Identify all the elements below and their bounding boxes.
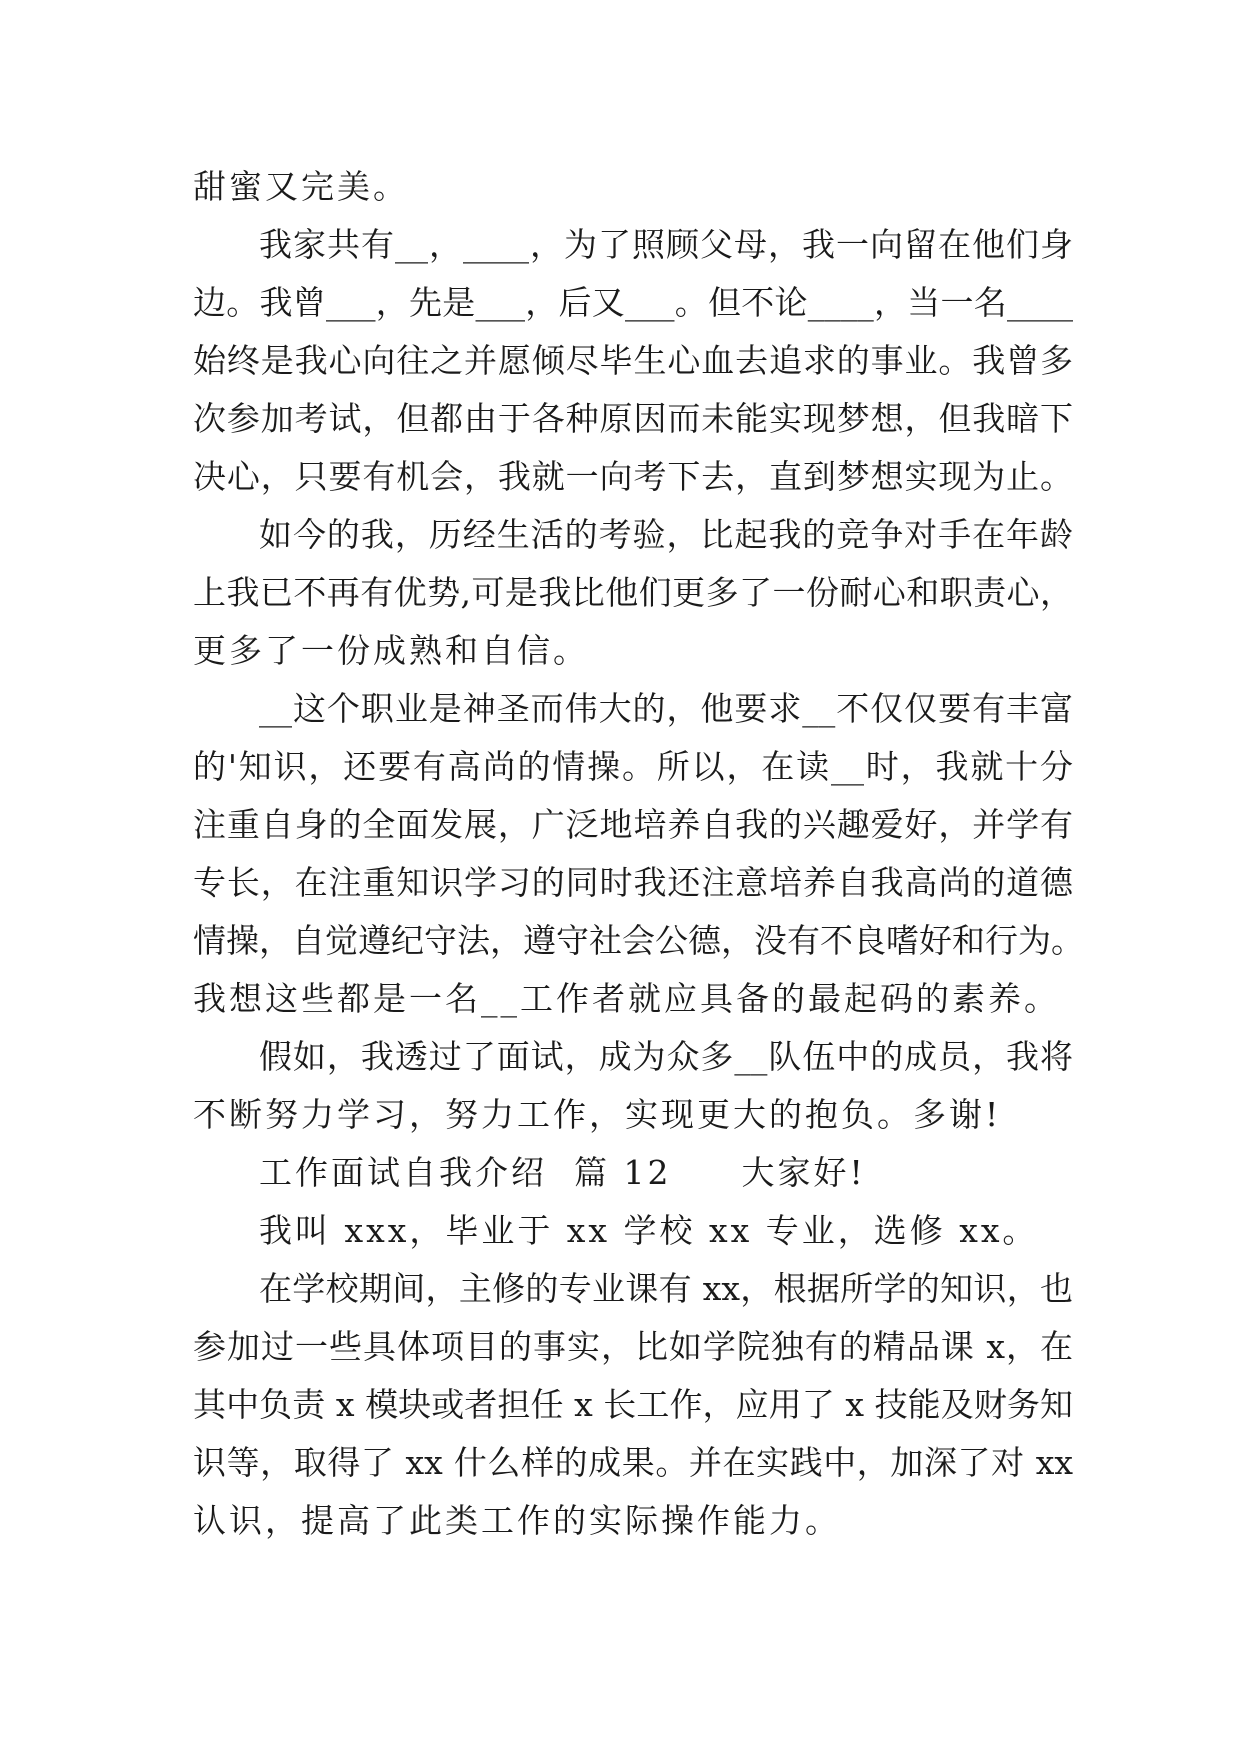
section-greeting: 大家好! — [741, 1153, 866, 1192]
text-line: 我家共有__，____，为了照顾父母，我一向留在他们身 — [259, 225, 1073, 264]
text-line: 识等，取得了 xx 什么样的成果。并在实践中，加深了对 xx — [193, 1443, 1073, 1482]
text-line: 甜蜜又完美。 — [193, 167, 409, 206]
text-line: __这个职业是神圣而伟大的，他要求__不仅仅要有丰富 — [259, 689, 1073, 728]
text-line: 参加过一些具体项目的事实，比如学院独有的精品课 x，在 — [193, 1327, 1073, 1366]
text-line: 专长，在注重知识学习的同时我还注意培养自我高尚的道德 — [193, 863, 1073, 902]
text-line: 我叫 xxx，毕业于 xx 学校 xx 专业，选修 xx。 — [259, 1211, 1039, 1250]
text-line: 我想这些都是一名__工作者就应具备的最起码的素养。 — [193, 979, 1060, 1018]
text-line: 如今的我，历经生活的考验，比起我的竞争对手在年龄 — [259, 515, 1073, 554]
section-title: 工作面试自我介绍 篇 12 — [259, 1153, 672, 1192]
text-line: 认识，提高了此类工作的实际操作能力。 — [193, 1501, 841, 1540]
section-heading — [193, 1144, 1073, 1202]
text-line: 次参加考试，但都由于各种原因而未能实现梦想，但我暗下 — [193, 399, 1073, 438]
text-line: 决心，只要有机会，我就一向考下去，直到梦想实现为止。 — [193, 457, 1073, 496]
text-line: 始终是我心向往之并愿倾尽毕生心血去追求的事业。我曾多 — [193, 341, 1073, 380]
text-line: 边。我曾___，先是___，后又___。但不论____，当一名____ — [193, 283, 1073, 322]
text-line: 其中负责 x 模块或者担任 x 长工作，应用了 x 技能及财务知 — [193, 1385, 1073, 1424]
text-line: 在学校期间，主修的专业课有 xx，根据所学的知识，也 — [259, 1269, 1073, 1308]
text-line: 不断努力学习，努力工作，实现更大的抱负。多谢! — [193, 1095, 1002, 1134]
text-line: 上我已不再有优势,可是我比他们更多了一份耐心和职责心， — [193, 573, 1073, 612]
document-body — [193, 158, 1084, 1550]
text-line: 注重自身的全面发展，广泛地培养自我的兴趣爱好，并学有 — [193, 805, 1073, 844]
text-line: 假如，我透过了面试，成为众多__队伍中的成员，我将 — [259, 1037, 1073, 1076]
text-line: 情操，自觉遵纪守法，遵守社会公德，没有不良嗜好和行为。 — [193, 921, 1084, 960]
text-line: 更多了一份成熟和自信。 — [193, 631, 589, 670]
text-line: 的'知识，还要有高尚的情操。所以，在读__时，我就十分 — [193, 747, 1073, 786]
